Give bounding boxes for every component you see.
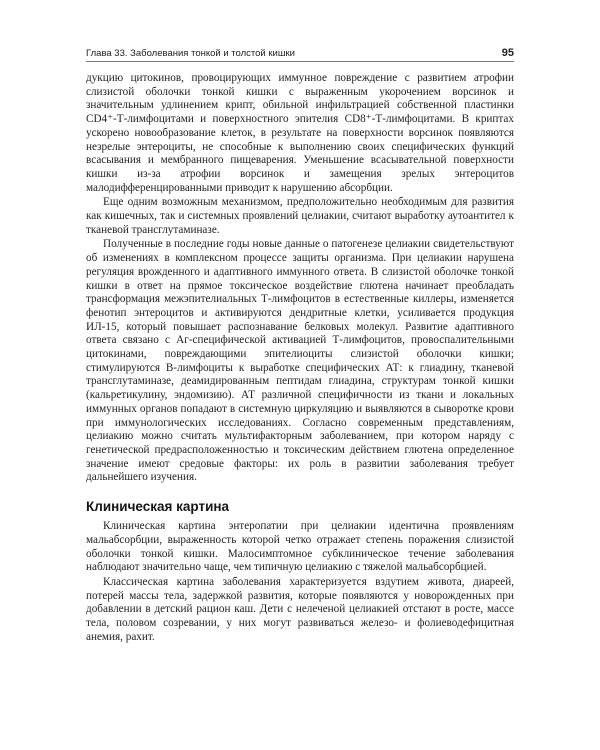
- paragraph: Еще одним возможным механизмом, предположительно необходимым для развития как кишечных, так и системных проявлений целиакии, считают выработку аутоантител к тканевой трансглутаминазе.: [86, 196, 514, 236]
- section-heading: Клиническая картина: [86, 499, 230, 515]
- paragraph: Клиническая картина энтеропатии при целиакии идентична проявлениям мальабсорбции, выраженность которой четко отражает степень поражения слизистой оболочки тонкой кишки. Малосимптомное субклиническое течение заболевания наблюдают значительно чаще, чем типичную целиакию с тяжелой мальабсорбцией.: [86, 520, 514, 574]
- main-text: [86, 72, 514, 644]
- paragraph: Полученные в последние годы новые данные о патогенезе целиакии свидетельствуют об изменениях в комплексном процессе защиты организма. При целиакии нарушена регуляция врожденного и адаптивного иммунного ответа. В слизистой оболочке тонкой кишки в ответ на прямое токсическое воздействие глютена начинает преобладать трансформация межэпителиальных Т-лимфоцитов в естественные киллеры, изменяется фенотип энтероцитов и активируются дендритные клетки, усиливается продукция ИЛ-15, который повышает распознавание белковых молекул. Развитие адаптивного ответа связано с Аг-специфической активацией Т-лимфоцитов, провоспалительными цитокинами, повреждающими эпителиоциты слизистой оболочки кишки; стимулируются В-лимфоциты к выработке специфических АТ: к глиадину, тканевой трансглутаминазе, деамидированным пептидам глиадина, структурам тонкой кишки (кальретикулину, эндомизию). АТ различной специфичности из ткани и локальных иммунных органов попадают в системную циркуляцию и выявляются в сыворотке крови при иммунологических исследованиях. Согласно современным представлениям, целиакию можно считать мультифакторным заболеванием, при котором наряду с генетической предрасположенностью и токсическим действием глютена определенное значение имеют средовые факторы: их роль в развитии заболевания требует дальнейшего изучения.: [86, 238, 514, 484]
- paragraph: Классическая картина заболевания характеризуется вздутием живота, диареей, потерей массы тела, задержкой развития, которые появляются у новорожденных при добавлении в детский рацион каш. Дети с нелеченой целиакией отстают в росте, массе тела, половом созревании, у них могут развиваться железо- и фолиеводефицитная анемия, рахит.: [86, 575, 514, 643]
- page-number: 95: [501, 47, 514, 59]
- running-header: [86, 47, 514, 59]
- header-rule: [86, 61, 514, 62]
- paragraph: дукцию цитокинов, провоцирующих иммунное повреждение с развитием атрофии слизистой оболочки тонкой кишки с выраженным укорочением ворсинок и значительным удлинением крипт, обильной инфильтрацией собственной пластинки CD4⁺-Т-лимфоцитами и поверхностного эпителия CD8⁺-Т-лимфоцитами. В криптах ускорено новообразование клеток, в результате на поверхности ворсинок появляются незрелые энтероциты, не способные к выполнению своих специфических функций всасывания и мембранного пищеварения. Уменьшение всасывательной поверхности кишки из-за атрофии ворсинок и замещения зрелых энтероцитов малодифференцированными приводит к нарушению абсорбции.: [86, 72, 514, 194]
- chapter-title: Глава 33. Заболевания тонкой и толстой кишки: [86, 48, 295, 59]
